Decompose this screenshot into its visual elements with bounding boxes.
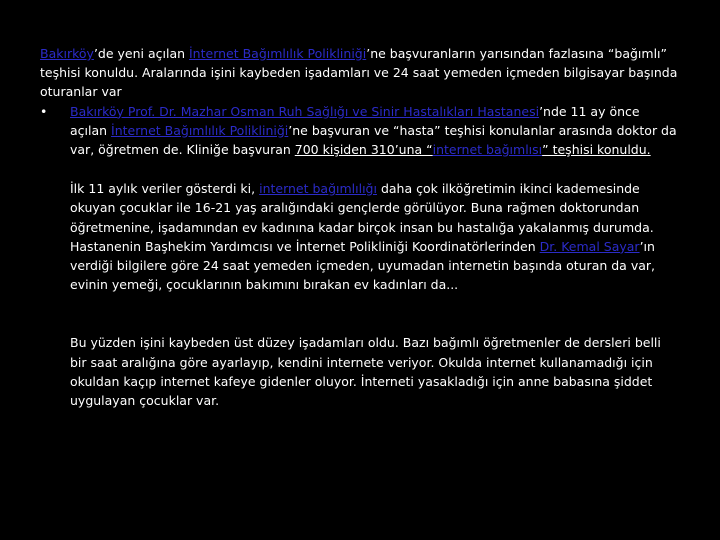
statistic-text: 700 kişiden 310’una “ bbox=[294, 142, 433, 158]
paragraph-text: ’ne başvuran ve “hasta” teşhisi konulanlar arasında doktor da var, öğretmen de. Kliniğe başvuran bbox=[70, 122, 677, 158]
bullet-dot-icon: • bbox=[40, 103, 48, 119]
paragraph-bullet bbox=[40, 102, 680, 160]
link-internet-polyclinic-2[interactable]: İnternet Bağımlılık Polikliniği bbox=[111, 122, 289, 138]
paragraph-text: ’de yeni açılan bbox=[93, 46, 189, 61]
paragraph-text: Bu yüzden işini kaybeden üst düzey işadamları oldu. Bazı bağımlı öğretmenler de dersleri belli bir saat aralığına göre ayarlayıp, kendini internete veriyor. Okulda internet kullanamadığı için okuldan kaçıp internet kafeye gidenler oluyor. İnterneti yasakladığı için anne babasına şiddet uygulayan çocuklar var. bbox=[70, 335, 661, 409]
paragraph-consequences bbox=[40, 333, 680, 410]
article-body bbox=[40, 44, 680, 410]
paragraph-text: ’ın verdiği bilgilere göre 24 saat yemeden içmeden, uyumadan internetin başında oturan da var, evinin yemeği, çocuklarının bakımını bırakan ev kadınları da... bbox=[70, 238, 655, 293]
paragraph-findings bbox=[40, 179, 680, 294]
link-internet-polyclinic[interactable]: İnternet Bağımlılık Polikliniği bbox=[189, 46, 367, 61]
link-bakirkoy[interactable]: Bakırköy bbox=[40, 46, 94, 61]
link-internet-addict[interactable]: internet bağımlısı bbox=[432, 142, 543, 158]
link-dr-kemal-sayar[interactable]: Dr. Kemal Sayar bbox=[539, 238, 640, 254]
paragraph-text: daha çok ilköğretimin ikinci kademesinde okuyan çocuklar ile 16-21 yaş aralığındaki gençlerde görülüyor. Buna rağmen doktorundan öğretmenine, işadamından ev kadınına kadar birçok insan bu hastalığa yakalanmış durumda. Hastanenin Başhekim Yardımcısı ve İnternet Polikliniği Koordinatörlerinden bbox=[70, 181, 654, 254]
underlined-statistic bbox=[295, 142, 651, 157]
paragraph-intro bbox=[40, 44, 680, 102]
paragraph-text: ’ne başvuranların yarısından fazlasına “bağımlı” teşhisi konuldu. Aralarında işini kaybeden işadamları ve 24 saat yemeden içmeden bilgisayar başında oturanlar var bbox=[40, 46, 678, 100]
link-internet-addiction[interactable]: internet bağımlılığı bbox=[259, 181, 377, 197]
statistic-text-end: ” teşhisi konuldu. bbox=[542, 142, 651, 158]
link-hospital[interactable]: Bakırköy Prof. Dr. Mazhar Osman Ruh Sağlığı ve Sinir Hastalıkları Hastanesi bbox=[70, 103, 540, 119]
paragraph-text: ’nde 11 ay önce açılan bbox=[70, 103, 640, 138]
paragraph-text: İlk 11 aylık veriler gösterdi ki, bbox=[70, 181, 260, 197]
